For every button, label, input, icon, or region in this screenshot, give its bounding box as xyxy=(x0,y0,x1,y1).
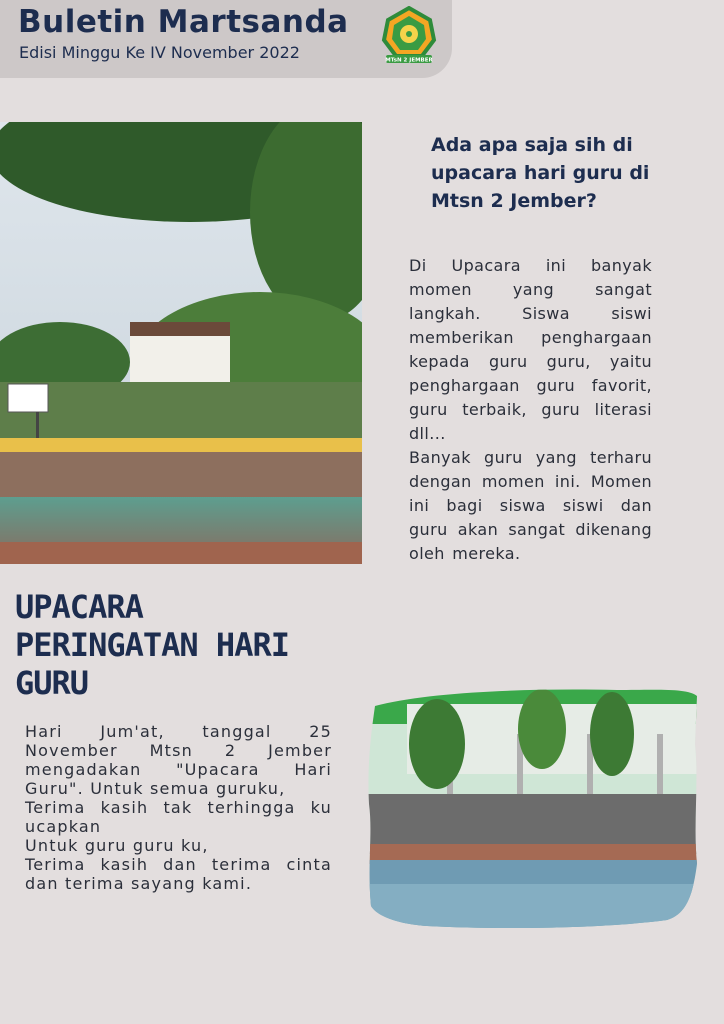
header-bar xyxy=(0,0,452,78)
main-heading-line-3: GURU xyxy=(15,664,89,702)
ceremony-students-photo xyxy=(0,122,362,564)
left-paragraph-4: Terima kasih dan terima cinta dan terima sayang kami. xyxy=(25,855,332,893)
question-heading: Ada apa saja sih di upacara hari guru di Mtsn 2 Jember? xyxy=(431,134,650,212)
main-heading xyxy=(15,588,355,702)
main-heading-line-2: PERINGATAN HARI xyxy=(15,626,289,664)
edition-subtitle: Edisi Minggu Ke IV November 2022 xyxy=(19,43,300,62)
left-paragraph-1: Hari Jum'at, tanggal 25 November Mtsn 2 Jember mengadakan "Upacara Hari Guru". Untuk semua guruku, xyxy=(25,722,332,798)
school-logo-icon xyxy=(378,6,440,64)
right-article-text xyxy=(409,254,652,566)
main-heading-line-1: UPACARA xyxy=(15,588,143,626)
right-paragraph-1: Di Upacara ini banyak momen yang sangat langkah. Siswa siswi memberikan penghargaan kepada guru guru, yaitu penghargaan guru favorit, guru terbaik, guru literasi dll... xyxy=(409,256,652,443)
bulletin-title: Buletin Martsanda xyxy=(18,4,349,40)
left-article-text xyxy=(25,722,332,893)
logo-text: MTsN 2 JEMBER xyxy=(385,57,433,64)
left-paragraph-3: Untuk guru guru ku, xyxy=(25,836,209,855)
teachers-group-photo xyxy=(367,684,699,930)
left-paragraph-2: Terima kasih tak terhingga ku ucapkan xyxy=(25,798,332,836)
right-paragraph-2: Banyak guru yang terharu dengan momen ini. Momen ini bagi siswa siswi dan guru akan sangat dikenang oleh mereka. xyxy=(409,448,652,563)
